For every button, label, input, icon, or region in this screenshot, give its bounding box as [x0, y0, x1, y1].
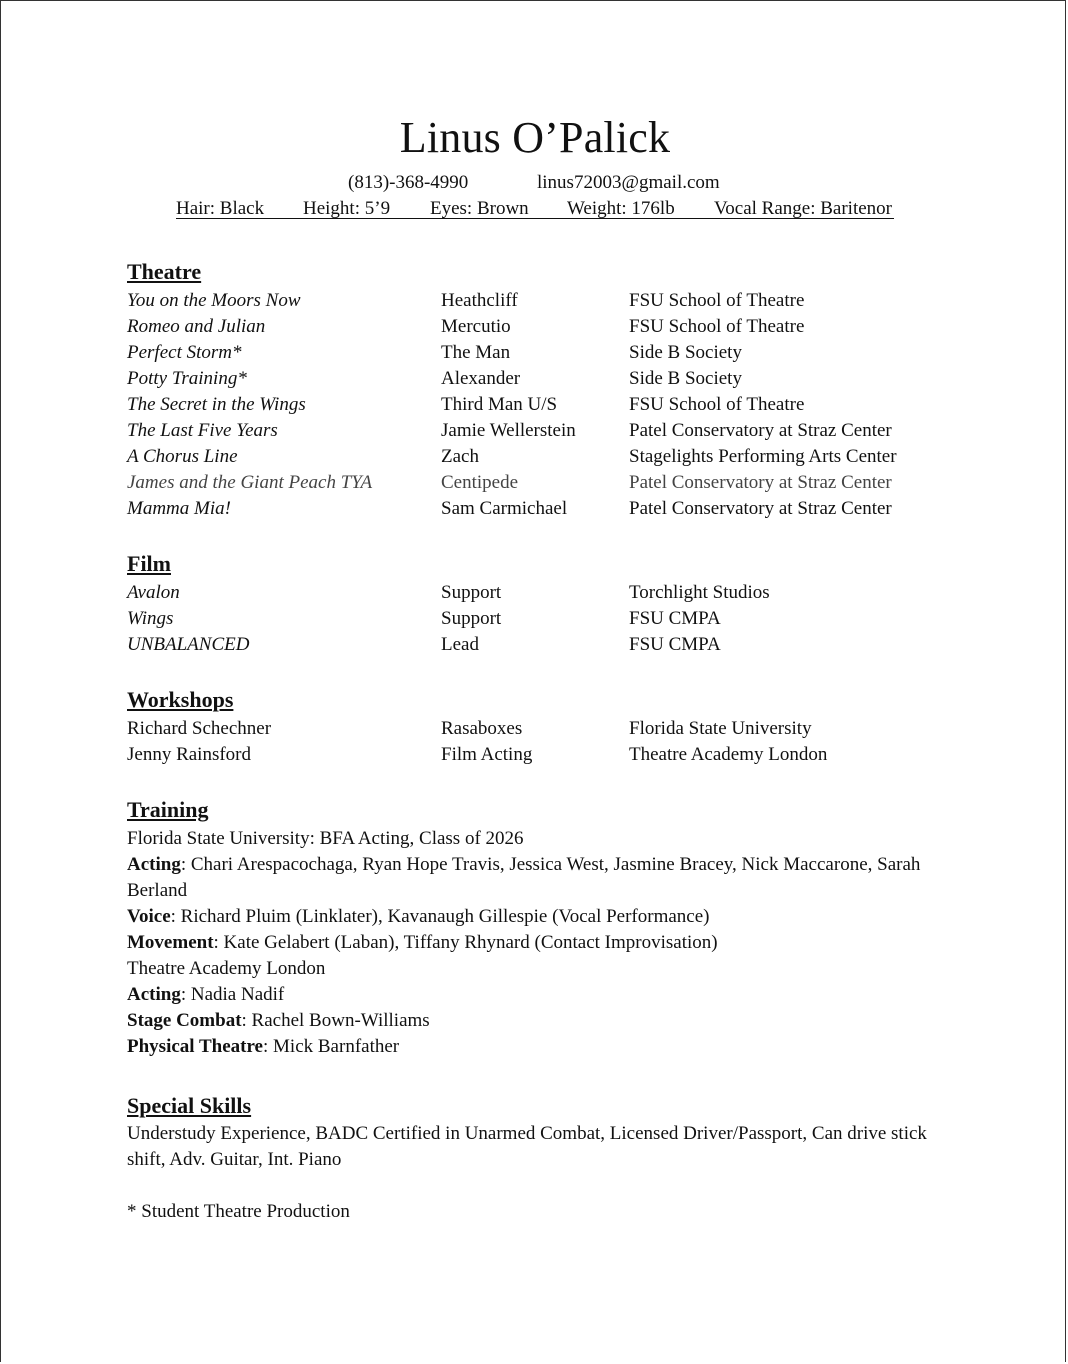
training-text: : Chari Arespacochaga, Ryan Hope Travis, Jessica West, Jasmine Bracey, Nick Maccarone, Sarah Berland: [127, 854, 921, 901]
stat-weight: Weight: 176lb: [567, 198, 675, 219]
company: Patel Conservatory at Straz Center: [629, 472, 892, 493]
workshop-place: Florida State University: [629, 718, 812, 739]
section-title-theatre: Theatre: [127, 259, 202, 284]
company: FSU School of Theatre: [629, 290, 805, 311]
film-title: Wings: [127, 608, 174, 629]
theatre-row: [1, 470, 1068, 496]
training-label: Movement: [127, 932, 214, 953]
company: Side B Society: [629, 342, 742, 363]
role: The Man: [441, 342, 511, 363]
company: FSU CMPA: [629, 634, 721, 655]
training-text: : Richard Pluim (Linklater), Kavanaugh Gillespie (Vocal Performance): [170, 906, 710, 927]
stat-eyes: Eyes: Brown: [430, 198, 529, 219]
show-title: Romeo and Julian: [127, 316, 266, 337]
workshop-subject: Rasaboxes: [441, 718, 523, 739]
company: Torchlight Studios: [629, 582, 770, 603]
training-label: Acting: [127, 854, 181, 875]
section-title-workshops: Workshops: [127, 687, 234, 712]
workshop-place: Theatre Academy London: [629, 744, 828, 765]
company: Side B Society: [629, 368, 742, 389]
company: Patel Conservatory at Straz Center: [629, 498, 892, 519]
training-label: Voice: [127, 906, 171, 927]
theatre-row: [1, 418, 1068, 444]
show-title: A Chorus Line: [127, 446, 238, 467]
company: Patel Conservatory at Straz Center: [629, 420, 892, 441]
theatre-row: [1, 288, 1068, 314]
role: Mercutio: [441, 316, 511, 337]
role: Sam Carmichael: [441, 498, 568, 519]
training-fsu: Florida State University: BFA Acting, Class of 2026: [127, 828, 524, 849]
theatre-row: [1, 340, 1068, 366]
stat-vocal-range: Vocal Range: Baritenor: [714, 198, 892, 219]
show-title: James and the Giant Peach TYA: [127, 472, 373, 493]
training-text: : Nadia Nadif: [180, 984, 285, 1005]
workshop-subject: Film Acting: [441, 744, 533, 765]
training-label: Physical Theatre: [127, 1036, 263, 1057]
company: Stagelights Performing Arts Center: [629, 446, 897, 467]
film-title: Avalon: [127, 582, 180, 603]
training-label: Acting: [127, 984, 181, 1005]
film-row: [1, 606, 1068, 632]
role: Support: [441, 608, 502, 629]
workshop-row: [1, 716, 1068, 742]
training-fsu-voice: [127, 904, 947, 930]
show-title: Mamma Mia!: [127, 498, 231, 519]
skills-text: Understudy Experience, BADC Certified in Unarmed Combat, Licensed Driver/Passport, Can drive stick shift, Adv. Guitar, Int. Piano: [127, 1123, 927, 1170]
footnote: * Student Theatre Production: [127, 1201, 350, 1222]
show-title: You on the Moors Now: [127, 290, 301, 311]
stat-height: Height: 5’9: [303, 198, 391, 219]
theatre-row: [1, 496, 1068, 522]
role: Third Man U/S: [441, 394, 558, 415]
phone-number: (813)-368-4990: [348, 172, 469, 193]
role: Lead: [441, 634, 479, 655]
company: FSU School of Theatre: [629, 316, 805, 337]
training-tal-physical: [127, 1034, 947, 1060]
training-text: : Rachel Bown-Williams: [241, 1010, 430, 1031]
workshop-teacher: Richard Schechner: [127, 718, 272, 739]
role: Heathcliff: [441, 290, 518, 311]
film-row: [1, 580, 1068, 606]
theatre-row: [1, 366, 1068, 392]
training-text: : Mick Barnfather: [263, 1036, 400, 1057]
theatre-row: [1, 314, 1068, 340]
training-tal-combat: [127, 1008, 947, 1034]
workshop-teacher: Jenny Rainsford: [127, 744, 252, 765]
training-block: [127, 826, 947, 1060]
role: Centipede: [441, 472, 519, 493]
training-label: Stage Combat: [127, 1010, 242, 1031]
company: FSU CMPA: [629, 608, 721, 629]
role: Jamie Wellerstein: [441, 420, 576, 441]
training-fsu-movement: [127, 930, 947, 956]
show-title: Perfect Storm*: [127, 342, 242, 363]
show-title: Potty Training*: [127, 368, 247, 389]
section-title-special-skills: Special Skills: [127, 1093, 252, 1118]
section-title-film: Film: [127, 551, 171, 576]
resume-name: Linus O’Palick: [399, 113, 671, 162]
show-title: The Last Five Years: [127, 420, 278, 441]
training-tal: Theatre Academy London: [127, 958, 326, 979]
training-text: : Kate Gelabert (Laban), Tiffany Rhynard (Contact Improvisation): [213, 932, 718, 953]
theatre-row: [1, 444, 1068, 470]
film-row: [1, 632, 1068, 658]
email-address: linus72003@gmail.com: [537, 172, 720, 193]
film-title: UNBALANCED: [127, 634, 250, 655]
training-fsu-acting: [127, 852, 947, 904]
show-title: The Secret in the Wings: [127, 394, 306, 415]
training-tal-acting: [127, 982, 947, 1008]
workshop-row: [1, 742, 1068, 768]
theatre-row: [1, 392, 1068, 418]
stat-hair: Hair: Black: [176, 198, 265, 219]
section-title-training: Training: [127, 797, 209, 822]
role: Zach: [441, 446, 479, 467]
role: Alexander: [441, 368, 521, 389]
role: Support: [441, 582, 502, 603]
company: FSU School of Theatre: [629, 394, 805, 415]
